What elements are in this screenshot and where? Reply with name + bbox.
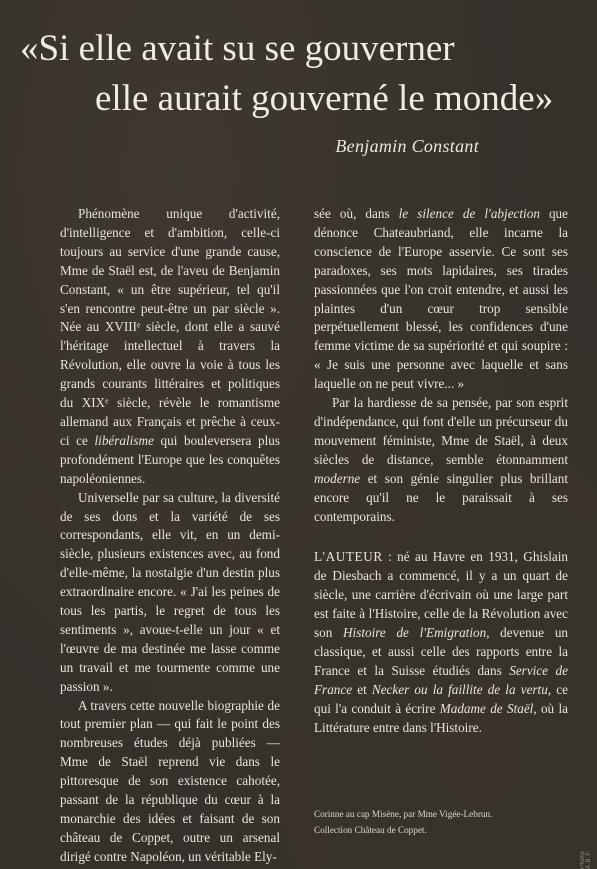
image-caption [314, 806, 584, 838]
text-column-left [60, 205, 280, 867]
quote-author: Benjamin Constant [335, 136, 479, 156]
quote-line-2: elle aurait gouverné le monde» [95, 78, 554, 119]
paragraph: Par la hardiesse de sa pensée, par son esprit d'indépendance, qui font d'elle un précurseur du mouvement féministe, Mme de Staël, à deux siècles de distance, semble étonnamment moderne et son génie singulier plus brillant encore qu'il ne le paraissait à ses contemporains. [314, 395, 568, 524]
text-column-right [314, 205, 568, 737]
paragraph: sée où, dans le silence de l'abjection que dénonce Chateaubriand, elle incarne la conscience de l'Europe asservie. Ce sont ses paradoxes, ses mots lapidaires, ses tirades passionnées que l'on croit entendre, et aussi les plaintes d'un cœur trop sensible perpétuellement blessé, les confidences d'une femme victime de sa supériorité et qui soupire : « Je suis une personne avec laquelle et sans laquelle on ne peut vivre... » [314, 206, 569, 392]
caption-line-2: Collection Château de Coppet. [314, 825, 427, 835]
paragraph: Universelle par sa culture, la diversité de ses dons et la variété de ses correspondants, elle vit, en un demi-siècle, plusieurs existences avec, au fond d'elle-même, la nostalgie d'un destin plus extraordinaire encore. « J'ai les peines de tous les partis, le regret de tous les sentiments », avoue-t-elle un jour « et l'œuvre de ma destinée me lasse comme un travail et me tourmente comme une passion ». [60, 489, 280, 694]
paragraph: A travers cette nouvelle biographie de tout premier plan — qui fait le point des nombreuses études déjà publiées — Mme de Staël reprend vie dans le pittoresque de son existence cahotée, passant de la république du cœur à la monarchie des idées et faisant de son château de Coppet, outre un arsenal dirigé contre Napoléon, un véritable Ely- [60, 697, 280, 864]
author-bio: L'AUTEUR : né au Havre en 1931, Ghislain de Diesbach a commencé, il y a un quart de siècle, une carrière d'écrivain où une large part est faite à l'Histoire, celle de la Révolution avec son Histoire de l'Emigration, devenue un classique, et aussi celle des rapports entre la France et la Suisse étudiés dans Service de France et Necker ou la faillite de la vertu, ce qui l'a conduit à écrire Madame de Staël, où la Littérature entre dans l'Histoire. [314, 549, 569, 735]
headline-quote [20, 24, 585, 124]
caption-line-1: Corinne au cap Misène, par Mme Vigée-Lebrun. [314, 809, 493, 819]
photo-credit: Photo A.B.F. [580, 849, 592, 869]
quote-line-1: «Si elle avait su se gouverner [20, 28, 455, 69]
paragraph: Phénomène unique d'activité, d'intelligence et d'ambition, celle-ci toujours au service d'une grande cause, Mme de Staël est, de l'aveu de Benjamin Constant, « un être supérieur, tel qu'il s'en rencontre peut-être un par siècle ». Née au XVIIIᵉ siècle, dont elle a sauvé l'héritage intellectuel à travers la Révolution, elle ouvre la voie à tous les grands courants littéraires et politiques du XIXᵉ siècle, révèle le romantisme allemand aux Français et prêche à ceux-ci ce libéralisme qui bouleversera plus profondément l'Europe que les conquêtes napoléoniennes. [60, 206, 280, 486]
author-label: L'AUTEUR [314, 549, 383, 565]
